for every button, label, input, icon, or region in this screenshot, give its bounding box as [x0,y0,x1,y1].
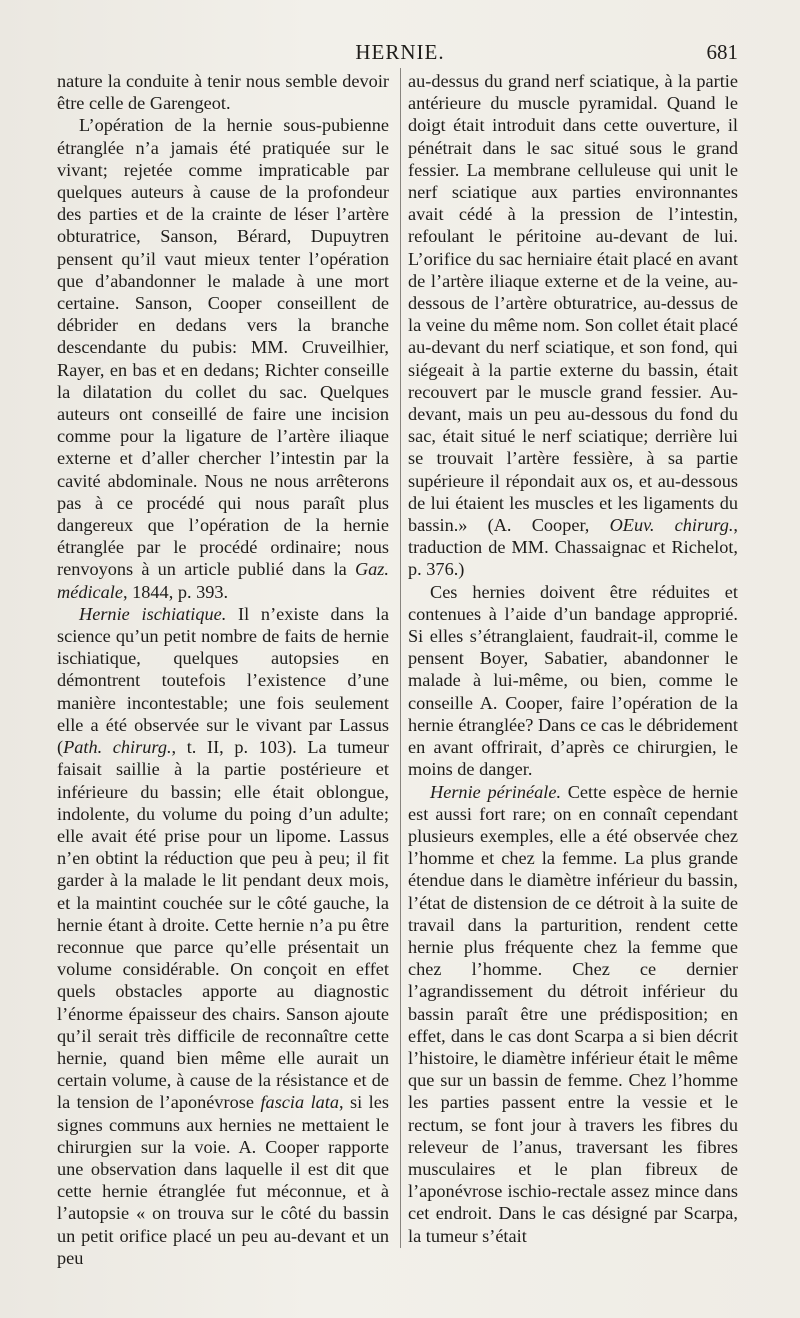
journal-reference: Gaz. médicale [57,559,389,602]
section-title-ischiatique: Hernie ischiatique. [79,603,227,624]
paragraph-hernie-ischiatique [57,603,389,1269]
ischiatique-text-b: , t. II, p. 103). La tumeur faisait saillie à la partie postérieure et inférieure du bassin; elle était oblongue, indolente, du volume du poing d’un adulte; elle avait été prise pour un lipome. Lassus n’en obtint la réduction que peu à peu; il fit garder à la malade le lit pendant deux mois, et la maintint couchée sur le côté gauche, la hernie étant à droite. Cette hernie n’a pu être reconnue que parce qu’elle présentait un volume considérable. On conçoit en effet quels obstacles apporte au diagnostic l’énorme épaisseur des chairs. Sanson ajoute qu’il serait très difficile de reconnaître cette hernie, quand bien même elle aurait un certain volume, à cause de la résistance et de la tension de l’aponévrose [57,737,390,1113]
paragraph-garengeot: nature la conduite à tenir nous semble devoir être celle de Garengeot. [57,71,389,114]
page-header [0,40,800,68]
paragraph-reduction: Ces hernies doivent être réduites et contenues à l’aide d’un bandage approprié. Si elles s’étranglaient, faudrait-il, comme le pensent Boyer, Sabatier, abandonner le malade à lui-même, ou bien, comme le conseille A. Cooper, faire l’opération de la hernie étranglée? Dans ce cas le débridement en avant offrirait, d’après ce chirurgien, le moins de danger. [408,581,738,780]
left-column [57,70,389,1269]
perineale-text: Cette espèce de hernie est aussi fort rare; on en connaît cependant plusieurs exemples, elle a été observée chez l’homme et chez la femme. La plus grande étendue dans le diamètre inférieur du bassin, l’état de distension de ce détroit à la suite de travail dans la parturition, rendent cette hernie plus fréquente chez la femme que chez l’homme. Chez ce dernier l’agrandissement du détroit inférieur du bassin paraît être une prédisposition; en effet, dans le cas dont Scarpa a si bien décrit l’histoire, le diamètre inférieur était le même que sur un bassin de femme. Chez l’homme les parties passent entre la vessie et le rectum, se font jour à travers les fibres du releveur de l’anus, traversant les fibres musculaires et le plan fibreux de l’aponévrose ischio-rectale assez mince dans cet endroit. Dans le cas désigné par Scarpa, la tumeur s’était [408,781,738,1246]
journal-reference-end: , 1844, p. 393. [122,581,229,602]
ischiatique-text-a: Il n’existe dans la science qu’un petit nombre de faits de hernie ischiatique, quelques autopsies en démontrent toutefois l’existence d’une manière incontestable; une fois seulement elle a été observée sur le vivant par Lassus ( [57,603,389,758]
column-divider [400,68,401,1248]
paragraph-sous-pubienne [57,114,389,602]
paragraph-cooper-quote [408,70,738,581]
ischiatique-text-c: , si les signes communs aux hernies ne mettaient le chirurgien sur la voie. A. Cooper rapporte une observation dans laquelle il est dit que cette hernie étranglée fut méconnue, et à l’autopsie « on trouva sur le côté du bassin un petit orifice placé un peu au-devant et un peu [57,1092,389,1268]
paragraph-hernie-perineale [408,781,738,1247]
right-column [408,70,738,1247]
cooper-quote-text: au-dessus du grand nerf sciatique, à la partie antérieure du muscle pyramidal. Quand le doigt était introduit dans cette ouverture, il pénétrait dans le sac situé sous le grand fessier. La membrane celluleuse qui unit le nerf sciatique aux parties environnantes avait cédé à la pression de l’intestin, refoulant le péritoine au-devant de lui. L’orifice du sac herniaire était placé en avant de l’artère iliaque externe et de la veine, au-dessous de l’artère obturatrice, au-dessus de la veine du même nom. Son collet était placé au-devant du nerf sciatique, et son fond, qui siégeait à la partie externe du bassin, était recouvert par le muscle grand fessier. Au-devant, mais un peu au-dessous du fond du sac, était situé le nerf sciatique; derrière lui se trouvait l’artère fessière, à sa partie supérieure il répondait aux os, et au-dessous de lui étaient les muscles et les ligaments du bassin.» (A. Cooper, [408,71,738,536]
fascia-lata-term: fascia lata [260,1092,340,1113]
paragraph-sous-pubienne-text: L’opération de la hernie sous-pubienne étranglée n’a jamais été pratiquée sur le vivant; rejetée comme impraticable par quelques auteurs à cause de la profondeur des parties et de la crainte de léser l’artère obturatrice, Sanson, Bérard, Dupuytren pensent qu’il vaut mieux tenter l’opération que d’abandonner le malade à une mort certaine. Sanson, Cooper conseillent de débrider en dedans vers la branche descendante du pubis: MM. Cruveilhier, Rayer, en bas et en dedans; Richter conseille la dilatation du collet du sac. Quelques auteurs ont conseillé de faire une incision comme pour la ligature de l’artère iliaque externe et d’aller chercher l’intestin par la cavité abdominale. Nous ne nous arrêterons pas à ce procédé qui nous paraît plus dangereux que l’opération de la hernie étranglée par le procédé ordinaire; nous renvoyons à un article publié dans la [57,115,389,580]
cooper-quote-end: , traduction de MM. Chassaignac et Richelot, p. 376.) [408,515,738,580]
oeuv-chirurg-reference: OEuv. chirurg. [609,515,734,536]
path-chirurg-reference: Path. chirurg. [63,737,172,758]
section-title-perineale: Hernie périnéale. [430,781,562,802]
page-number: 681 [706,40,738,64]
running-title: HERNIE. [355,40,445,64]
